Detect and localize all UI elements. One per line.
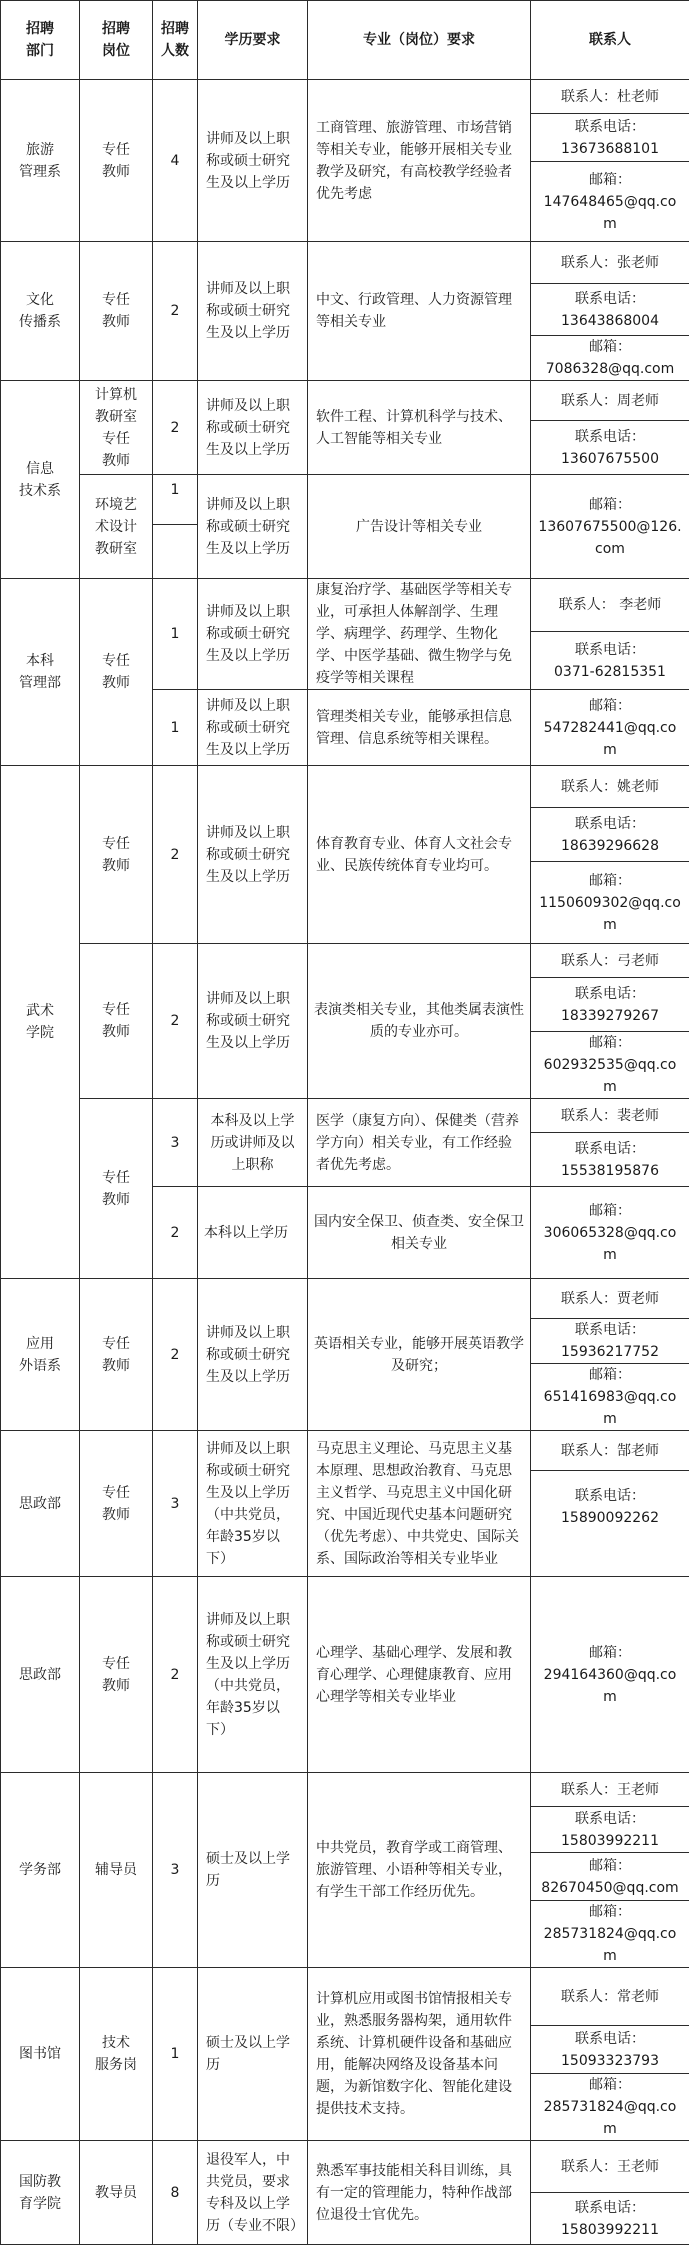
- count-cell: 4: [153, 80, 198, 242]
- education-cell: 讲师及以上职称或硕士研究生及以上学历: [198, 381, 308, 475]
- contact-phone: 联系电话： 18639296628: [531, 808, 689, 862]
- count-cell: 1: [153, 1968, 198, 2141]
- major-cell: 广告设计等相关专业: [308, 475, 531, 579]
- position-cell: 专任 教师: [80, 766, 153, 944]
- position-cell: 专任 教师: [80, 242, 153, 381]
- dept-cell: 武术 学院: [1, 766, 80, 1279]
- education-cell: 讲师及以上职称或硕士研究生及以上学历: [198, 242, 308, 381]
- major-cell: 心理学、基础心理学、发展和教育心理学、心理健康教育、应用心理学等相关专业毕业: [308, 1577, 531, 1773]
- contact-person: 联系人：弓老师: [531, 944, 689, 978]
- contact-email[interactable]: 邮箱： 82670450@qq.com: [531, 1853, 689, 1901]
- contact-email[interactable]: 邮箱： 13607675500@126.com: [531, 475, 689, 579]
- table-row: [1, 1577, 689, 1773]
- contact-person: 联系人：周老师: [531, 381, 689, 421]
- contact-phone: 联系电话： 18339279267: [531, 978, 689, 1032]
- dept-cell: 国防教 育学院: [1, 2141, 80, 2245]
- count-cell-spacer: [153, 525, 198, 579]
- dept-cell: 应用 外语系: [1, 1279, 80, 1431]
- count-cell: 1: [153, 579, 198, 690]
- header-education: [198, 1, 308, 80]
- position-cell: 专任 教师: [80, 1431, 153, 1577]
- contact-email[interactable]: 邮箱： 285731824@qq.com: [531, 1901, 689, 1968]
- major-cell: 中共党员，教育学或工商管理、旅游管理、小语种等相关专业，有学生干部工作经历优先。: [308, 1773, 531, 1968]
- education-cell: 讲师及以上职称或硕士研究生及以上学历（中共党员，年龄35岁以下）: [198, 1431, 308, 1577]
- contact-person: 联系人： 李老师: [531, 579, 689, 632]
- contact-phone: 联系电话： 15538195876: [531, 1133, 689, 1187]
- education-cell: 本科及以上学历或讲师及以上职称: [198, 1099, 308, 1187]
- major-cell: 体育教育专业、体育人文社会专业、民族传统体育专业均可。: [308, 766, 531, 944]
- major-cell: 医学（康复方向）、保健类（营养学方向）相关专业，有工作经验者优先考虑。: [308, 1099, 531, 1187]
- education-cell: 讲师及以上职称或硕士研究生及以上学历: [198, 579, 308, 690]
- contact-email[interactable]: 邮箱： 7086328@qq.com: [531, 336, 689, 381]
- contact-phone: 联系电话： 0371-62815351: [531, 632, 689, 690]
- contact-phone: 联系电话： 13673688101: [531, 114, 689, 162]
- major-cell: 计算机应用或图书馆情报相关专业，熟悉服务器构架，通用软件系统、计算机硬件设备和基础应用，能解决网络及设备基本问题，为新馆数字化、智能化建设提供技术支持。: [308, 1968, 531, 2141]
- contact-person: 联系人：王老师: [531, 1773, 689, 1807]
- education-cell: 退役军人，中共党员，要求专科及以上学历（专业不限）: [198, 2141, 308, 2245]
- dept-cell: 思政部: [1, 1431, 80, 1577]
- education-cell: 讲师及以上职称或硕士研究生及以上学历: [198, 1279, 308, 1431]
- position-cell: 辅导员: [80, 1773, 153, 1968]
- table-row: [1, 2141, 689, 2193]
- count-cell: 3: [153, 1773, 198, 1968]
- count-cell: 8: [153, 2141, 198, 2245]
- table-row: [1, 242, 689, 284]
- position-cell: 计算机 教研室 专任 教师: [80, 381, 153, 475]
- table-row: [1, 80, 689, 114]
- position-cell: 专任 教师: [80, 80, 153, 242]
- header-dept: [1, 1, 80, 80]
- education-cell: 硕士及以上学历: [198, 1773, 308, 1968]
- education-cell: 讲师及以上职称或硕士研究生及以上学历: [198, 766, 308, 944]
- table-row: [1, 1279, 689, 1319]
- table-row: [1, 766, 689, 808]
- education-cell: 硕士及以上学历: [198, 1968, 308, 2141]
- contact-email[interactable]: 邮箱： 294164360@qq.com: [531, 1577, 689, 1773]
- count-cell: 3: [153, 1431, 198, 1577]
- major-cell: 工商管理、旅游管理、市场营销等相关专业，能够开展相关专业教学及研究，有高校教学经验者优先考虑: [308, 80, 531, 242]
- table-row: [1, 579, 689, 632]
- header-label: 招聘 人数: [161, 21, 189, 59]
- position-cell: 教导员: [80, 2141, 153, 2245]
- contact-email[interactable]: 邮箱： 285731824@qq.com: [531, 2074, 689, 2141]
- education-cell: 讲师及以上职称或硕士研究生及以上学历: [198, 690, 308, 766]
- major-cell: 表演类相关专业，其他类属表演性质的专业亦可。: [308, 944, 531, 1099]
- major-cell: 康复治疗学、基础医学等相关专业，可承担人体解剖学、生理学、病理学、药理学、生物化学、中医学基础、微生物学与免疫学等相关课程: [308, 579, 531, 690]
- education-cell: 讲师及以上职称或硕士研究生及以上学历（中共党员，年龄35岁以下）: [198, 1577, 308, 1773]
- contact-email[interactable]: 邮箱： 147648465@qq.com: [531, 162, 689, 242]
- header-label: 招聘 岗位: [102, 21, 130, 59]
- major-cell: 国内安全保卫、侦查类、安全保卫相关专业: [308, 1187, 531, 1279]
- dept-cell: 文化 传播系: [1, 242, 80, 381]
- contact-person: 联系人：王老师: [531, 2141, 689, 2193]
- header-count: [153, 1, 198, 80]
- table-row: [1, 1431, 689, 1471]
- contact-phone: 联系电话： 13643868004: [531, 284, 689, 336]
- table-row: [1, 1968, 689, 2026]
- contact-person: 联系人：裴老师: [531, 1099, 689, 1133]
- contact-phone: 联系电话： 15093323793: [531, 2026, 689, 2074]
- major-cell: 熟悉军事技能相关科目训练，具有一定的管理能力，特种作战部位退役士官优先。: [308, 2141, 531, 2245]
- contact-email[interactable]: 邮箱： 306065328@qq.com: [531, 1187, 689, 1279]
- contact-phone: 联系电话： 15803992211: [531, 1807, 689, 1853]
- table-row: [1, 1773, 689, 1807]
- position-cell: 技术 服务岗: [80, 1968, 153, 2141]
- contact-person: 联系人：张老师: [531, 242, 689, 284]
- contact-phone: 联系电话： 15936217752: [531, 1319, 689, 1364]
- header-major: [308, 1, 531, 80]
- count-cell: 2: [153, 1187, 198, 1279]
- table-row: [1, 475, 689, 525]
- contact-person: 联系人：常老师: [531, 1968, 689, 2026]
- education-cell: 本科以上学历: [198, 1187, 308, 1279]
- dept-cell: 学务部: [1, 1773, 80, 1968]
- position-cell: 专任 教师: [80, 1099, 153, 1279]
- contact-phone: 联系电话： 15890092262: [531, 1471, 689, 1577]
- count-cell: 2: [153, 944, 198, 1099]
- table-row: [1, 944, 689, 978]
- contact-phone: 联系电话： 13607675500: [531, 421, 689, 475]
- table-row: [1, 1099, 689, 1133]
- header-position: [80, 1, 153, 80]
- major-cell: 中文、行政管理、人力资源管理等相关专业: [308, 242, 531, 381]
- education-cell: 讲师及以上职称或硕士研究生及以上学历: [198, 475, 308, 579]
- contact-phone: 联系电话： 15803992211: [531, 2193, 689, 2245]
- dept-cell: 旅游 管理系: [1, 80, 80, 242]
- header-label: 学历要求: [225, 32, 281, 48]
- table-row: [1, 381, 689, 421]
- dept-cell: 图书馆: [1, 1968, 80, 2141]
- position-cell: 专任 教师: [80, 1577, 153, 1773]
- major-cell: 马克思主义理论、马克思主义基本原理、思想政治教育、马克思主义哲学、马克思主义中国化研究、中国近现代史基本问题研究（优先考虑）、中共党史、国际关系、国际政治等相关专业毕业: [308, 1431, 531, 1577]
- position-cell: 专任 教师: [80, 1279, 153, 1431]
- contact-person: 联系人：姚老师: [531, 766, 689, 808]
- header-label: 联系人: [589, 32, 631, 48]
- header-label: 专业（岗位）要求: [363, 32, 475, 48]
- contact-email[interactable]: 邮箱： 602932535@qq.com: [531, 1032, 689, 1099]
- count-cell: 2: [153, 766, 198, 944]
- dept-cell: 思政部: [1, 1577, 80, 1773]
- contact-person: 联系人：贾老师: [531, 1279, 689, 1319]
- education-cell: 讲师及以上职称或硕士研究生及以上学历: [198, 80, 308, 242]
- count-cell: 2: [153, 1577, 198, 1773]
- major-cell: 软件工程、计算机科学与技术、人工智能等相关专业: [308, 381, 531, 475]
- major-cell: 英语相关专业，能够开展英语教学及研究；: [308, 1279, 531, 1431]
- education-cell: 讲师及以上职称或硕士研究生及以上学历: [198, 944, 308, 1099]
- count-cell: 3: [153, 1099, 198, 1187]
- contact-email[interactable]: 邮箱： 547282441@qq.com: [531, 690, 689, 766]
- contact-email[interactable]: 邮箱： 651416983@qq.com: [531, 1364, 689, 1431]
- contact-person: 联系人：郜老师: [531, 1431, 689, 1471]
- count-cell: 2: [153, 1279, 198, 1431]
- contact-person: 联系人：杜老师: [531, 80, 689, 114]
- contact-email[interactable]: 邮箱： 1150609302@qq.com: [531, 862, 689, 944]
- header-row: [1, 1, 689, 80]
- position-cell: 专任 教师: [80, 579, 153, 766]
- dept-cell: 本科 管理部: [1, 579, 80, 766]
- position-cell: 环境艺 术设计 教研室: [80, 475, 153, 579]
- dept-cell: 信息 技术系: [1, 381, 80, 579]
- count-cell: 1: [153, 475, 198, 525]
- header-contact: [531, 1, 689, 80]
- major-cell: 管理类相关专业，能够承担信息管理、信息系统等相关课程。: [308, 690, 531, 766]
- header-label: 招聘 部门: [26, 21, 54, 59]
- position-cell: 专任 教师: [80, 944, 153, 1099]
- count-cell: 2: [153, 381, 198, 475]
- count-cell: 1: [153, 690, 198, 766]
- count-cell: 2: [153, 242, 198, 381]
